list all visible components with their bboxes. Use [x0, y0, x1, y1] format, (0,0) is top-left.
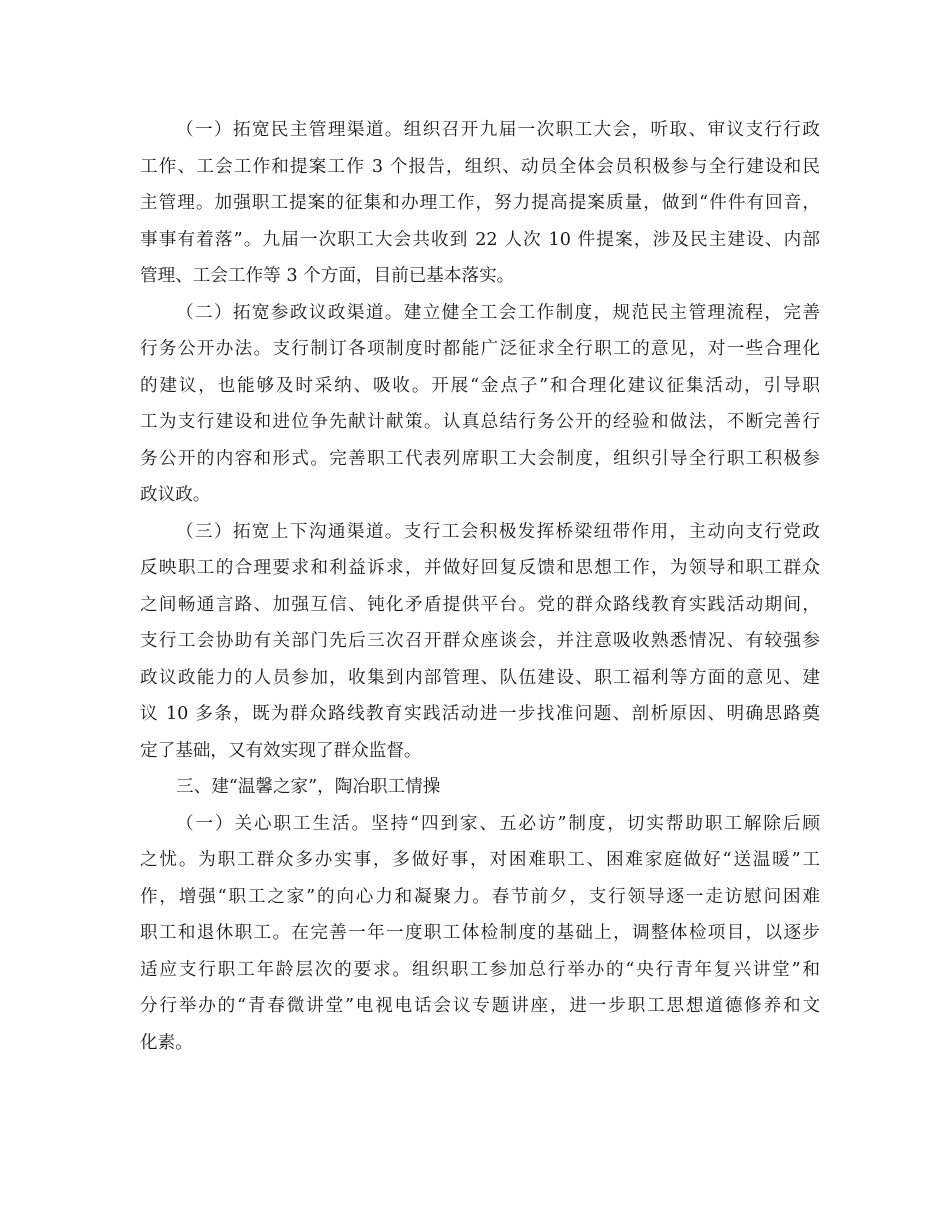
- heading-line: 三、建“温馨之家”，陶冶职工情操: [176, 777, 441, 797]
- paragraph-4: [140, 806, 820, 1062]
- text-line: 政议政能力的人员参加，收集到内部管理、队伍建设、职工福利等方面的意见、建: [140, 667, 820, 688]
- text-line: 化素。: [140, 1032, 193, 1053]
- paragraph-1: [140, 112, 820, 295]
- text-line: 支行工会协助有关部门先后三次召开群众座谈会，并注意吸收熟悉情况、有较强参: [140, 631, 820, 651]
- text-line: 反映职工的合理要求和利益诉求，并做好回复反馈和思想工作，为领导和职工群众: [140, 558, 820, 578]
- text-line: （三）拓宽上下沟通渠道。支行工会积极发挥桥梁纽带作用，主动向支行党政: [176, 521, 820, 542]
- text-line: （一）关心职工生活。坚持“四到家、五必访”制度，切实帮助职工解除后顾: [176, 813, 820, 834]
- text-line: （二）拓宽参政议政渠道。建立健全工会工作制度，规范民主管理流程，完善: [176, 302, 820, 323]
- text-line: 行务公开办法。支行制订各项制度时都能广泛征求全行职工的意见，对一些合理化: [140, 339, 820, 359]
- text-line: 管理、工会工作等 3 个方面，目前已基本落实。: [140, 266, 515, 286]
- text-line: 适应支行职工年龄层次的要求。组织职工参加总行举办的“央行青年复兴讲堂”和: [140, 959, 820, 980]
- text-line: 定了基础，又有效实现了群众监督。: [140, 740, 422, 761]
- text-line: 之忧。为职工群众多办实事，多做好事，对困难职工、困难家庭做好“送温暖”工: [140, 850, 820, 870]
- text-line: 工为支行建设和进位争先献计献策。认真总结行务公开的经验和做法，不断完善行: [140, 412, 820, 432]
- text-line: 议 10 多条，既为群众路线教育实践活动进一步找准问题、剖析原因、明确思路奠: [140, 704, 820, 724]
- text-line: 之间畅通言路、加强互信、钝化矛盾提供平台。党的群众路线教育实践活动期间，: [140, 594, 820, 615]
- paragraph-3: [140, 514, 820, 770]
- document-body: [140, 112, 820, 1061]
- paragraph-2: [140, 295, 820, 514]
- text-line: 作，增强“职工之家”的向心力和凝聚力。春节前夕，支行领导逐一走访慰问困难: [140, 886, 820, 907]
- text-line: 工作、工会工作和提案工作 3 个报告，组织、动员全体会员积极参与全行建设和民: [140, 156, 820, 177]
- text-line: 职工和退休职工。在完善一年一度职工体检制度的基础上，调整体检项目，以逐步: [140, 923, 820, 943]
- text-line: 政议政。: [140, 485, 211, 505]
- text-line: 分行举办的“青春微讲堂”电视电话会议专题讲座，进一步职工思想道德修养和文: [140, 996, 820, 1016]
- text-line: 主管理。加强职工提案的征集和办理工作，努力提高提案质量，做到“件件有回音，: [140, 193, 820, 213]
- section-heading: [140, 769, 820, 806]
- text-line: 事事有着落”。九届一次职工大会共收到 22 人次 10 件提案，涉及民主建设、内部: [140, 229, 820, 250]
- text-line: （一）拓宽民主管理渠道。组织召开九届一次职工大会，听取、审议支行行政: [176, 120, 820, 140]
- text-line: 的建议，也能够及时采纳、吸收。开展“金点子”和合理化建议征集活动，引导职: [140, 375, 820, 396]
- text-line: 务公开的内容和形式。完善职工代表列席职工大会制度，组织引导全行职工积极参: [140, 448, 820, 469]
